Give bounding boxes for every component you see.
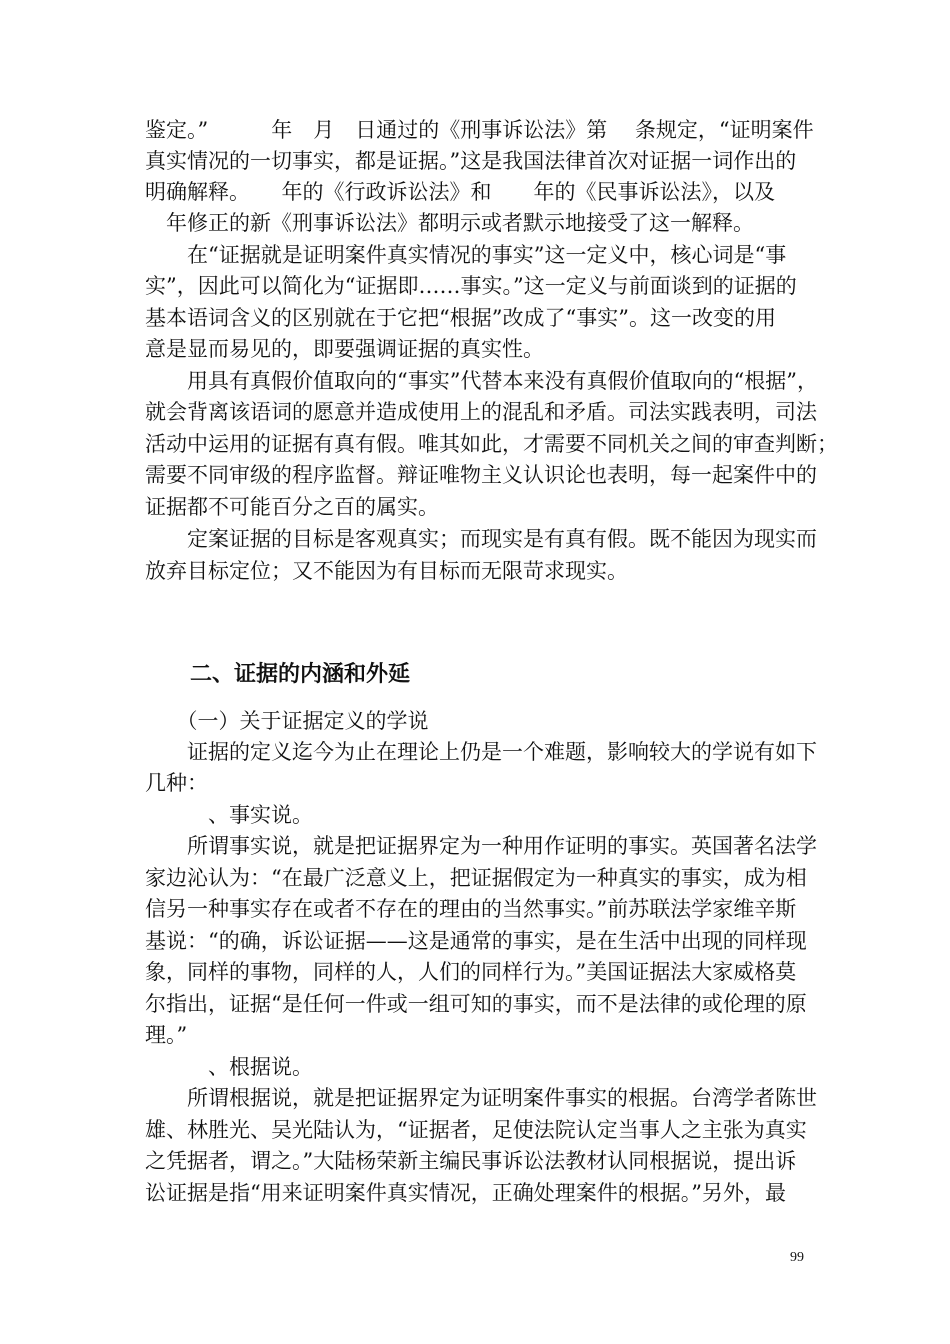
text-line: 基本语词含义的区别就在于它把“根据”改成了“事实”。这一改变的用	[145, 306, 776, 330]
text-line: 所谓事实说，就是把证据界定为一种用作证明的事实。英国著名法学	[145, 834, 817, 858]
text-line: 基说：“的确，诉讼证据——这是通常的事实，是在生活中出现的同样现	[145, 929, 807, 953]
text-line: 在“证据就是证明案件真实情况的事实”这一定义中，核心词是“事	[145, 243, 787, 267]
text-line: 之凭据者，谓之。”大陆杨荣新主编民事诉讼法教材认同根据说，提出诉	[145, 1149, 797, 1173]
text-line: 明确解释。 年的《行政诉讼法》和 年的《民事诉讼法》，以及	[145, 180, 775, 204]
text-line: 证据的定义迄今为止在理论上仍是一个难题，影响较大的学说有如下	[145, 740, 817, 764]
text-line: 意是显而易见的，即要强调证据的真实性。	[145, 337, 544, 361]
text-line: 、事实说。	[145, 803, 313, 827]
text-line: 真实情况的一切事实，都是证据。”这是我国法律首次对证据一词作出的	[145, 149, 797, 173]
text-line: 用具有真假价值取向的“事实”代替本来没有真假价值取向的“根据”，	[145, 369, 818, 393]
text-line: 年修正的新《刑事诉讼法》都明示或者默示地接受了这一解释。	[145, 211, 754, 235]
text-line: 定案证据的目标是客观真实；而现实是有真有假。既不能因为现实而	[145, 527, 817, 551]
text-line: 理。”	[145, 1023, 188, 1047]
text-line: 尔指出，证据“是任何一件或一组可知的事实，而不是法律的或伦理的原	[145, 992, 807, 1016]
text-line: 放弃目标定位；又不能因为有目标而无限苛求现实。	[145, 559, 628, 583]
text-line: 实”，因此可以简化为“证据即……事实。”这一定义与前面谈到的证据的	[145, 274, 797, 298]
page-number: 99	[790, 1250, 804, 1265]
text-line: （一）关于证据定义的学说	[145, 709, 429, 733]
text-line: 活动中运用的证据有真有假。唯其如此，才需要不同机关之间的审查判断；	[145, 432, 838, 456]
text-line: 、根据说。	[145, 1055, 313, 1079]
section-heading: 二、证据的内涵和外延	[190, 662, 411, 687]
text-line: 信另一种事实存在或者不存在的理由的当然事实。”前苏联法学家维辛斯	[145, 897, 797, 921]
text-line: 象，同样的事物，同样的人，人们的同样行为。”美国证据法大家威格莫	[145, 960, 797, 984]
text-line: 就会背离该语词的愿意并造成使用上的混乱和矛盾。司法实践表明，司法	[145, 400, 817, 424]
text-line: 所谓根据说，就是把证据界定为证明案件事实的根据。台湾学者陈世	[145, 1086, 817, 1110]
text-line: 家边沁认为：“在最广泛意义上，把证据假定为一种真实的事实，成为相	[145, 866, 807, 890]
text-line: 鉴定。” 年 月 日通过的《刑事诉讼法》第 条规定，“证明案件	[145, 118, 814, 142]
text-line: 雄、林胜光、吴光陆认为，“证据者，足使法院认定当事人之主张为真实	[145, 1118, 807, 1142]
text-line: 几种：	[145, 771, 208, 795]
text-line: 讼证据是指“用来证明案件真实情况，正确处理案件的根据。”另外，最	[145, 1181, 786, 1205]
text-line: 证据都不可能百分之百的属实。	[145, 495, 439, 519]
text-line: 需要不同审级的程序监督。辩证唯物主义认识论也表明，每一起案件中的	[145, 463, 817, 487]
